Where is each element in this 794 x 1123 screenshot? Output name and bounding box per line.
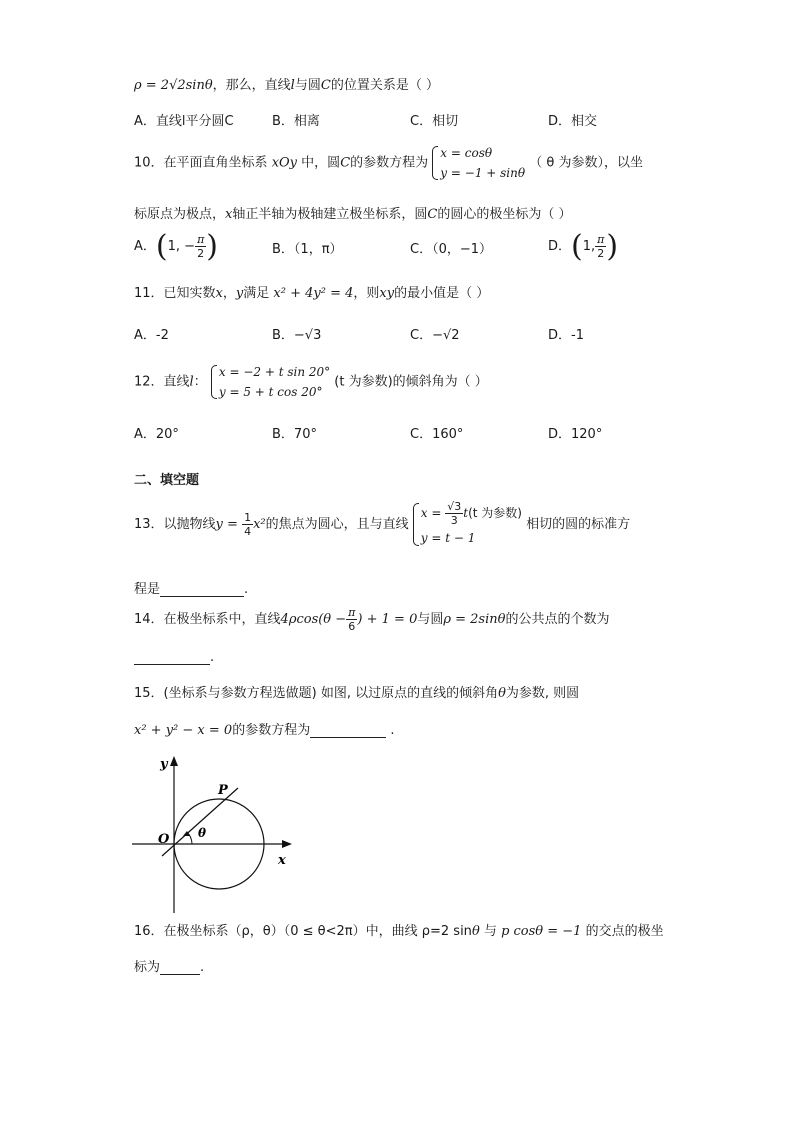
x-label: x <box>278 853 286 868</box>
q16-answer-blank[interactable] <box>160 960 200 975</box>
section-title: 二、填空题 <box>134 473 200 488</box>
q10-stem-line2: 标原点为极点，x轴正半轴为极轴建立极坐标系，圆C的圆心的极坐标为（ ） <box>134 207 572 222</box>
q13-answer-blank[interactable] <box>160 582 244 597</box>
q9-option-b: B．相离 <box>272 114 320 129</box>
q11-option-d: D．-1 <box>548 328 584 343</box>
q10-option-a: A．(1, − $\frac{\pi}{2}$ ) <box>134 229 219 264</box>
q14-stem: 14．在极坐标系中，直线4ρcos(θ − $\frac{\pi}{6}$ ) + 1 = 0与圆ρ = 2sinθ的公共点的个数为 <box>134 606 610 633</box>
q10-stem-line1: 10．在平面直角坐标系 xOy 中，圆C的参数方程为 x = cosθ y = −1 + sinθ （ θ 为参数），以坐 <box>134 143 643 183</box>
theta-label: θ <box>198 826 207 840</box>
q16-stem-line2: 标为 . <box>134 960 205 975</box>
q12-option-c: C．160° <box>410 427 464 442</box>
x-axis-arrow <box>282 840 292 848</box>
q15-stem-line1: 15．(坐标系与参数方程选做题) 如图, 以过原点的直线的倾斜角θ为参数, 则圆 <box>134 686 580 701</box>
y-label: y <box>160 757 168 772</box>
origin-label: O <box>158 832 170 847</box>
q10-option-c: C．（0，−1） <box>410 242 493 257</box>
q9-stem: ρ = 2√2sinθ，那么，直线l与圆C的位置关系是（ ） <box>134 78 439 93</box>
q15-stem-line2: x² + y² − x = 0的参数方程为 . <box>134 723 395 738</box>
q13-stem-line2: 程是 . <box>134 582 249 597</box>
q15-figure <box>120 748 310 918</box>
q12-stem: 12．直线l： x = −2 + t sin 20° y = 5 + t cos 20° (t 为参数)的倾斜角为（ ） <box>134 362 488 402</box>
q12-option-a: A．20° <box>134 427 179 442</box>
q11-option-c: C．−√2 <box>410 328 460 343</box>
q11-equation: x² + 4y² = 4 <box>273 286 354 301</box>
q11-option-b: B．−√3 <box>272 328 322 343</box>
q15-answer-blank[interactable] <box>310 723 386 738</box>
q16-stem-line1: 16．在极坐标系（ρ，θ）（0 ≤ θ<2π）中，曲线 ρ=2 sinθ 与 p cosθ = −1 的交点的极坐 <box>134 924 664 939</box>
q10-option-b: B．（1，π） <box>272 242 343 257</box>
q12-option-d: D．120° <box>548 427 603 442</box>
q14-answer-blank[interactable] <box>134 650 210 665</box>
q13-stem-line1: 13．以抛物线y = $\frac{1}{4}$ x²的焦点为圆心，且与直线 x = $\frac{√3}{3}$ t(t 为参数) y = t − 1 相切的圆的标准方 <box>134 500 630 549</box>
q13-param-system: x = $\frac{√3}{3}$ t(t 为参数) y = t − 1 <box>413 500 522 549</box>
point-p-label: P <box>218 783 228 798</box>
q14-answer-line: . <box>134 650 214 665</box>
q9-formula: ρ = 2√2sinθ <box>134 78 213 93</box>
q9-option-d: D．相交 <box>548 114 598 129</box>
y-axis-arrow <box>170 756 178 766</box>
q11-option-a: A．-2 <box>134 328 169 343</box>
q12-param-system: x = −2 + t sin 20° y = 5 + t cos 20° <box>211 362 330 402</box>
q12-option-b: B．70° <box>272 427 317 442</box>
q10-param-system: x = cosθ y = −1 + sinθ <box>432 143 525 183</box>
q11-stem: 11．已知实数x，y满足 x² + 4y² = 4，则xy的最小值是（ ） <box>134 286 490 301</box>
q9-option-c: C．相切 <box>410 114 459 129</box>
q9-option-a: A．直线l平分圆C <box>134 114 234 129</box>
q10-option-d: D．(1, $\frac{\pi}{2}$ ) <box>548 229 619 264</box>
ray-op <box>162 788 238 856</box>
